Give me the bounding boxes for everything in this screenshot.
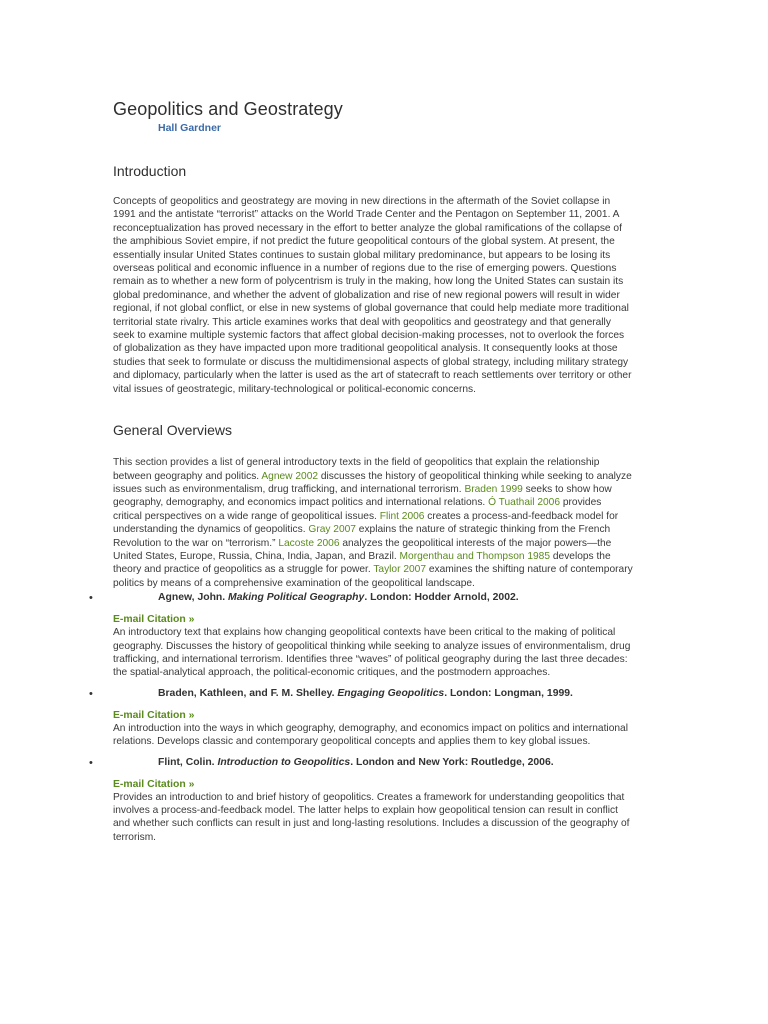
text-segment: analyzes the geopolitical interests of the major powers—the United States, Europe, Russia, China, India, Japan, and Brazil. [113,537,612,562]
introduction-paragraph: Concepts of geopolitics and geostrategy are moving in new directions in the aftermath of the Soviet collapse in 1991 and the antistate “terrorist” attacks on the World Trade Center and the Pentagon on September 11, 2001. A reconceptualization has proved necessary in the effort to better analyze the global ramifications of the collapse of the amphibious Soviet empire, if not predict the future geopolitical contours of the global system. At present, the essentially insular United States continues to sustain global military predominance, but appears to be losing its overseas political and economic influence in a number of regions due to the rise of emerging powers. Questions remain as to whether a new form of polycentrism is truly in the making, how long the United States can sustain its global predominance, and whether the advent of globalization and rise of new regional powers will result in wider regional, if not global conflict, or else in new systems of global governance that could help mediate more traditional territorial state rivalry. This article examines works that deal with geopolitics and geostrategy and that generally seek to examine multiple systemic factors that affect global decision-making processes, not to overlook the forces of globalization as they have impacted upon more traditional geopolitical analysis. It consequently looks at those studies that seek to formulate or discuss the multidimensional aspects of global strategy, including military strategy and diplomacy, particularly when the latter is used as the art of statecraft to reach settlements over territory or other vital issues of geostrategic, military-technological or political-economic concerns. [113,196,632,395]
citation-author: Flint, Colin. [158,756,218,768]
citation-publisher: . London: Longman, 1999. [444,687,573,699]
citation-title: Introduction to Geopolitics [217,756,351,768]
email-citation-link[interactable]: E-mail Citation » [113,614,195,626]
bibliography-entry-braden [89,687,633,749]
email-citation-link[interactable]: E-mail Citation » [113,778,195,790]
citation-link-lacoste-2006[interactable]: Lacoste 2006 [278,537,340,549]
document-title: Geopolitics and Geostrategy [113,99,343,119]
citation-publisher: . London: Hodder Arnold, 2002. [364,592,519,604]
bullet-icon: • [89,687,93,700]
document-page [89,98,633,844]
bibliography-entry-flint [89,756,633,845]
entry-description: An introduction into the ways in which geography, demography, and economics impact on politics and international relations. Develops classic and contemporary geopolitical concepts and applies them to key global issues. [113,722,628,748]
text-segment: seeks to show how geography, demography, and economics impact politics and international relations. [113,483,612,509]
bullet-icon: • [89,756,93,769]
citation-link-morgenthau-thompson-1985[interactable]: Morgenthau and Thompson 1985 [399,550,551,562]
citation-author: Agnew, John. [158,592,229,604]
citation-link-agnew-2002[interactable]: Agnew 2002 [261,470,319,482]
introduction-heading: Introduction [113,163,187,179]
text-segment: This section provides a list of general introductory texts in the field of geopolitics that explain the relationship between geography and politics. [113,457,600,482]
text-segment: develops the theory and practice of geopolitics as a struggle for power. [113,550,611,576]
citation-line [158,756,633,770]
citation-title: Making Political Geography [228,592,365,604]
author-name[interactable]: Hall Gardner [158,122,222,134]
citation-author: Braden, Kathleen, and F. M. Shelley. [158,687,338,699]
text-segment: examines the shifting nature of contemporary politics by means of a comprehensive examination of the geopolitical landscape. [113,564,633,589]
citation-line [158,687,633,701]
citation-title: Engaging Geopolitics [337,687,445,699]
general-overviews-heading: General Overviews [113,422,233,439]
text-segment: creates a process-and-feedback model for understanding the dynamics of geopolitics. [113,510,619,536]
text-segment: provides critical perspectives on a wide range of geopolitical issues. [113,497,602,522]
citation-link-o-tuathail-2006[interactable]: Ó Tuathail 2006 [488,497,561,509]
bullet-icon: • [89,592,93,605]
citation-link-braden-1999[interactable]: Braden 1999 [464,483,523,495]
citation-link-taylor-2007[interactable]: Taylor 2007 [373,564,426,576]
bibliography-entry-agnew [89,591,633,680]
text-segment: discusses the history of geopolitical thinking while seeking to analyze issues such as environmentalism, drug trafficking, and international terrorism. [113,470,632,495]
entry-description: An introductory text that explains how changing geopolitical contexts have been critical to the making of political geography. Discusses the history of geopolitical thinking while seeking to analyze issues of environmentalism, drug trafficking, and international terrorism. Identifies three “waves” of political geography during the last three decades: the spatial-analytical approach, the political-economic critiques, and the postmodern approaches. [113,627,631,679]
citation-publisher: . London and New York: Routledge, 2006. [350,756,554,768]
citation-line [158,591,633,605]
entry-description: Provides an introduction to and brief history of geopolitics. Creates a framework for understanding geopolitics that involves a process-and-feedback model. The latter helps to explain how geopolitical tension can result in conflict and whether such conflicts can result in just and long-lasting resolutions. Includes a discussion of the geography of terrorism. [113,791,630,843]
text-segment: explains the nature of strategic thinking from the French Revolution to the war on “terrorism.” [113,524,611,549]
citation-link-gray-2007[interactable]: Gray 2007 [308,524,356,536]
general-overviews-paragraph [113,456,633,590]
email-citation-link[interactable]: E-mail Citation » [113,709,195,721]
citation-link-flint-2006[interactable]: Flint 2006 [379,510,425,522]
